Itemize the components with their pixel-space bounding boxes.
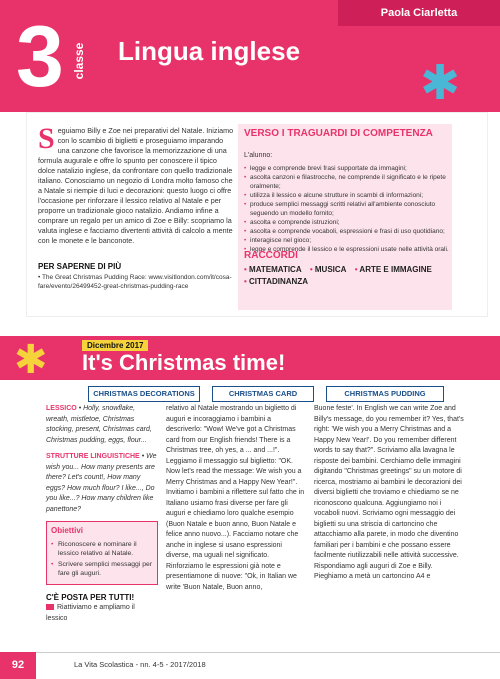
goals-lead: L'alunno: [244, 152, 273, 159]
list-item: • utilizza il lessico e alcune strutture in scambi di informazioni; [244, 191, 450, 200]
list-item: • Scrivere semplici messaggi per fare gli auguri. [51, 560, 153, 578]
raccordo-item: • CITTADINANZA [244, 277, 308, 286]
list-item: • ascolta canzoni e filastrocche, ne comprende il significato e le ripete oralmente; [244, 173, 450, 191]
section-title: It's Christmas time! [82, 350, 286, 375]
footer-text: La Vita Scolastica - nn. 4-5 - 2017/2018 [74, 660, 206, 669]
goals-box [238, 124, 452, 310]
raccordi-list [244, 264, 450, 288]
tab-christmas-decorations[interactable]: CHRISTMAS DECORATIONS [88, 386, 200, 402]
gear-icon: ✱ [420, 57, 461, 110]
tab-christmas-card[interactable]: CHRISTMAS CARD [212, 386, 314, 402]
list-item: • legge e comprende il lessico e le espressioni usate nelle attività orali. [244, 245, 450, 254]
lessico: LESSICO • Holly, snowflake, wreath, mistletoe, Christmas stocking, present, Christmas card, Christmas pudding, eggs, flour... [46, 405, 152, 444]
objectives-title: Obiettivi [51, 526, 84, 535]
posta-title: C'È POSTA PER TUTTI! [46, 592, 135, 602]
raccordi-title: RACCORDI [244, 250, 298, 261]
list-item: • produce semplici messaggi scritti relativi all'ambiente conosciuto seguendo un modello fornito; [244, 200, 450, 218]
gear-icon: ✱ [14, 338, 48, 382]
strutture: STRUTTURE LINGUISTICHE • We wish you... How many presents are there? Let's count!, How many eggs? How much flour? I like..., Do you like...? How many children like panettone? [46, 453, 157, 513]
posta-text: Riattiviamo e ampliamo il lessico [46, 604, 135, 622]
topic-tabs [88, 386, 464, 402]
section-month: Dicembre 2017 [82, 340, 148, 351]
page-title: Lingua inglese [118, 36, 301, 66]
column-3: Buone feste'. In English we can write Zoe and Billy's message, do you remember it? Yes, that's right: 'We wish you a Merry Christmas and a Happy New Year!'. Do you remember different words to say that?". Scriviamo alla lavagna le risposte dei bambini. Cerchiamo delle immagini digitando "Christmas greetings" su un motore di ricerca, mostriamo ai bambini le decorazioni dei diversi biglietti che troviamo e chiediamo se ne riconoscono qualcuna. Aggiungiamo noi i vocaboli nuovi. Scriviamo ogni messaggio dei biglietti su una striscia di cartoncino che attacchiamo alla parete, in modo che diventino familiari per i bambini e che possano essere facilmente riutilizzabili nelle attività successive. Rispondiamo agli auguri di Zoe e Billy. Pieghiamo a metà un cartoncino A4 e [314, 405, 464, 580]
class-label: classe [72, 42, 86, 80]
objectives-box [46, 521, 158, 585]
list-item: • ascolta e comprende vocaboli, espressioni e frasi di uso quotidiano; [244, 227, 450, 236]
more-info [38, 262, 234, 291]
column-1 [46, 404, 158, 624]
tab-christmas-pudding[interactable]: CHRISTMAS PUDDING [326, 386, 444, 402]
goals-list [244, 164, 450, 254]
raccordo-item: • ARTE E IMMAGINE [355, 265, 432, 274]
raccordo-item: • MUSICA [310, 265, 347, 274]
class-number: 3 [16, 9, 64, 105]
goals-title: VERSO I TRAGUARDI DI COMPETENZA [244, 128, 433, 139]
list-item: • ascolta e comprende istruzioni; [244, 218, 450, 227]
more-title: PER SAPERNE DI PIÙ [38, 262, 122, 271]
more-link[interactable]: • The Great Christmas Pudding Race: www.visitlondon.com/it/cosa-fare/evento/26499452-great-christmas-pudding-race [38, 274, 232, 290]
page-number: 92 [0, 652, 36, 679]
intro-text: Seguiamo Billy e Zoe nei preparativi del Natale. Iniziamo con lo scambio di biglietti e proseguiamo imparando una canzone che favorisce la memorizzazione di una formula augurale e offre lo spunto per conoscere il tipico dolce natalizio inglese, da confrontare con quello tradizionale italiano. Conosciamo un negozio di Londra molto famoso che a Natale si riempie di luci e decorazioni: questo luogo ci offre l'occasione per rinforzare il lessico relativo al Natale e per proporre un tradizionale gioco natalizio. Andiamo infine a comprare un regalo per un amico di Zoe e Billy: scopriamo la valuta inglese e facciamo divertenti attività di calcolo a mente con le monete e le banconote. [38, 122, 234, 245]
dropcap: S [38, 122, 55, 155]
list-item: • legge e comprende brevi frasi supportate da immagini; [244, 164, 450, 173]
list-item: • interagisce nel gioco; [244, 236, 450, 245]
column-2: relativo al Natale mostrando un biglietto di auguri e incoraggiamo i bambini a descriverlo: "Wow! We've got a Christmas card from our English friends! There is a Christmas tree, oh yes, a ... and ...!". Leggiamo il messaggio sul biglietto: "OK. Now let's read the message: We wish you a Merry Christmas and a Happy New Year!". Invitiamo i bambini a riflettere sul fatto che in Italiano usiamo frasi diverse per fare gli auguri e chiediamo loro qualche esempio (Buon Natale e buon anno, Buon Natale e felice anno nuovo...). Facciamo notare che anche in inglese si usano espressioni diverse, ma uguali nel significato. Rinforziamo le espressioni già note e presentiamone di nuove: "Ok, in Italian we write 'Buon Natale, Buon anno, [166, 405, 305, 591]
author-tag: Paola Ciarletta [338, 0, 500, 26]
list-item: • Riconoscere e nominare il lessico relativo al Natale. [51, 540, 153, 558]
raccordo-item: • MATEMATICA [244, 265, 302, 274]
